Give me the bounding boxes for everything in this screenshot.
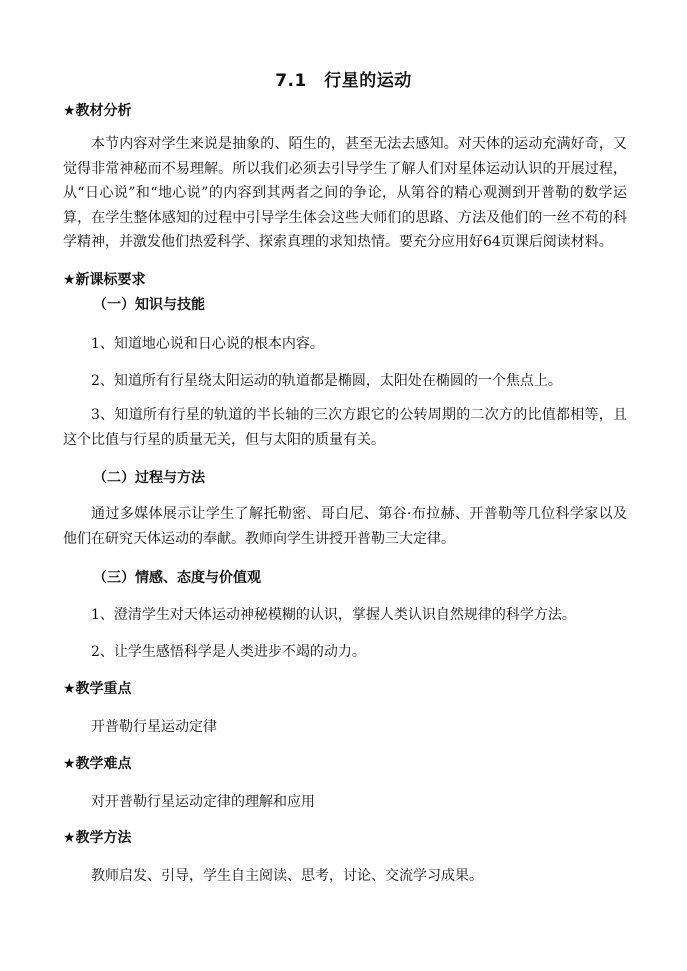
heading-teaching-difficulty: ★教学难点 xyxy=(63,756,132,772)
knowledge-item-2: 2、知道所有行星绕太阳运动的轨道都是椭圆，太阳处在椭圆的一个焦点上。 xyxy=(91,373,562,389)
knowledge-item-1: 1、知道地心说和日心说的根本内容。 xyxy=(91,336,324,352)
emotion-item-1: 1、澄清学生对天体运动神秘模糊的认识，掌握人类认识自然规律的科学方法。 xyxy=(91,607,576,623)
emotion-item-2: 2、让学生感悟科学是人类进步不竭的动力。 xyxy=(91,644,366,660)
process-paragraph: 通过多媒体展示让学生了解托勒密、哥白尼、第谷·布拉赫、开普勒等几位科学家以及他们在研究天体运动的奉献。教师向学生讲授开普勒三大定律。 xyxy=(63,506,627,547)
heading-curriculum-requirements: ★新课标要求 xyxy=(63,272,146,288)
heading-textbook-analysis: ★教材分析 xyxy=(63,103,132,119)
heading-teaching-focus: ★教学重点 xyxy=(63,681,132,697)
subheading-process-methods: （二）过程与方法 xyxy=(93,470,205,486)
analysis-paragraph: 本节内容对学生来说是抽象的、陌生的，甚至无法去感知。对天体的运动充满好奇，又觉得非常神秘而不易理解。所以我们必须去引导学生了解人们对星体运动认识的开展过程，从“日心说”和“地心说”的内容到其两者之间的争论，从第谷的精心观测到开普勒的数学运算，在学生整体感知的过程中引导学生体会这些大师们的思路、方法及他们的一丝不苟的科学精神，并激发他们热爱科学、探索真理的求知热情。要充分应用好64页课后阅读材料。 xyxy=(63,136,627,250)
teaching-method-text: 教师启发、引导，学生自主阅读、思考，讨论、交流学习成果。 xyxy=(91,868,483,884)
teaching-focus-text: 开普勒行星运动定律 xyxy=(91,719,217,735)
heading-teaching-method: ★教学方法 xyxy=(63,830,132,846)
teaching-difficulty-text: 对开普勒行星运动定律的理解和应用 xyxy=(91,794,315,810)
subheading-emotion-values: （三）情感、态度与价值观 xyxy=(93,570,261,586)
page-title: 7.1 行星的运动 xyxy=(275,71,412,91)
subheading-knowledge-skills: （一）知识与技能 xyxy=(93,297,205,313)
knowledge-item-3: 3、知道所有行星的轨道的半长轴的三次方跟它的公转周期的二次方的比值都相等，且这个比值与行星的质量无关，但与太阳的质量有关。 xyxy=(63,407,627,448)
